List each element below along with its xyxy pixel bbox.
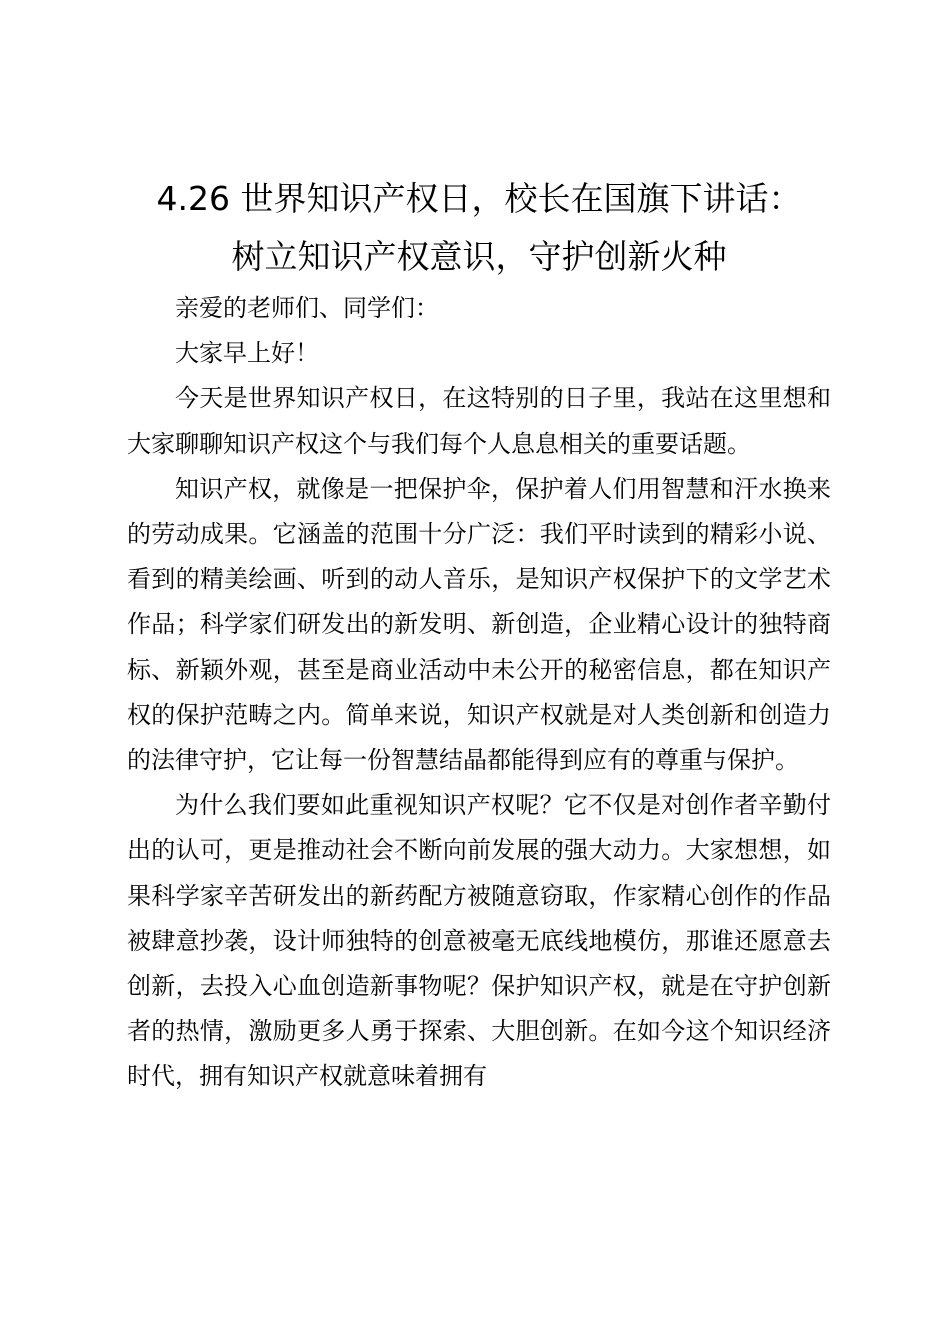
salutation: 亲爱的老师们、同学们： bbox=[175, 294, 439, 322]
paragraph-1: 今天是世界知识产权日，在这特别的日子里，我站在这里想和大家聊聊知识产权这个与我们每个人息息相关的重要话题。 bbox=[127, 384, 831, 458]
paragraph-3: 为什么我们要如此重视知识产权呢？它不仅是对创作者辛勤付出的认可，更是推动社会不断向前发展的强大动力。大家想想，如果科学家辛苦研发出的新药配方被随意窃取，作家精心创作的作品被肆意抄袭，设计师独特的创意被毫无底线地模仿，那谁还愿意去创新，去投入心血创造新事物呢？保护知识产权，就是在守护创新者的热情，激励更多人勇于探索、大胆创新。在如今这个知识经济时代，拥有知识产权就意味着拥有 bbox=[127, 791, 831, 1091]
document-title bbox=[127, 170, 831, 286]
greeting: 大家早上好！ bbox=[175, 339, 319, 368]
title-line-2: 树立知识产权意识，守护创新火种 bbox=[231, 237, 727, 276]
paragraph-2: 知识产权，就像是一把保护伞，保护着人们用智慧和汗水换来的劳动成果。它涵盖的范围十分广泛：我们平时读到的精彩小说、看到的精美绘画、听到的动人音乐，是知识产权保护下的文学艺术作品；科学家们研发出的新发明、新创造，企业精心设计的独特商标、新颖外观，甚至是商业活动中未公开的秘密信息，都在知识产权的保护范畴之内。简单来说，知识产权就是对人类创新和创造力的法律守护，它让每一份智慧结晶都能得到应有的尊重与保护。 bbox=[127, 474, 831, 775]
document-page bbox=[127, 170, 831, 1100]
title-line-1: 4.26 世界知识产权日，校长在国旗下讲话： bbox=[156, 179, 802, 218]
